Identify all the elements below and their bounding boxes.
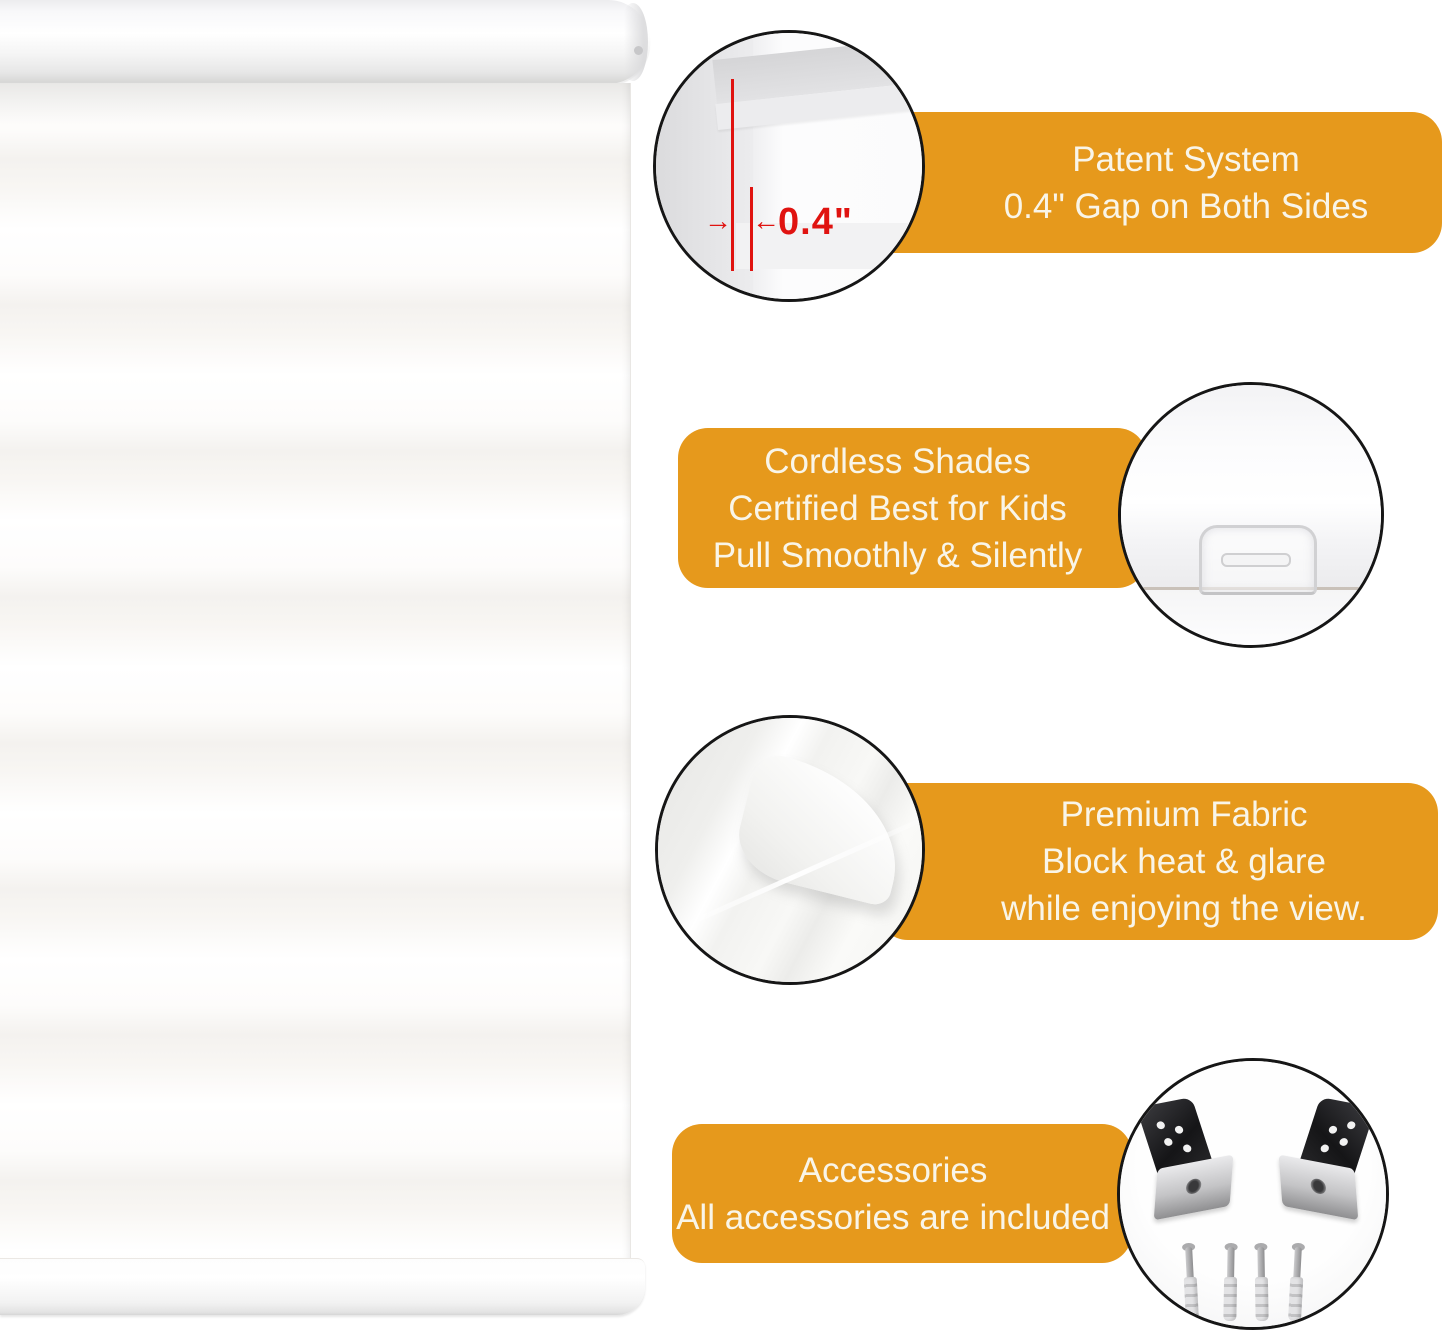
banner-premium-fabric (878, 783, 1438, 940)
handle-detail-photo (1118, 382, 1384, 648)
headrail-end-cap (618, 3, 648, 81)
headrail-cap-detail (634, 46, 643, 55)
bracket-hole (1346, 1121, 1356, 1130)
wall-anchor (1184, 1277, 1199, 1322)
arrow-right-icon: → (704, 205, 732, 236)
callout-text-line: Pull Smoothly & Silently (712, 535, 1083, 575)
bracket-hole (1320, 1144, 1330, 1153)
gap-detail-photo (653, 30, 925, 302)
wall-anchor (1255, 1277, 1269, 1321)
fabric-detail-photo (655, 715, 925, 985)
banner-accessories (672, 1124, 1132, 1263)
callout-text-line: Certified Best for Kids (728, 488, 1067, 528)
screw-and-anchor (1223, 1243, 1237, 1323)
bracket-hole (1182, 1144, 1192, 1153)
bracket-hole (1163, 1137, 1173, 1146)
callout-text-line: Block heat & glare (1041, 842, 1327, 881)
shade-bottom-rail (0, 1258, 645, 1315)
callout-text-line: All accessories are included (676, 1197, 1110, 1237)
bracket-hole (1156, 1121, 1166, 1130)
gap-measurement-label: 0.4" (778, 201, 853, 243)
wall-anchor (1288, 1277, 1303, 1322)
accessories-photo (1117, 1058, 1389, 1330)
screw-and-anchor (1254, 1243, 1268, 1323)
shade-fabric-area (1121, 385, 1381, 503)
shade-fabric (0, 83, 631, 1259)
pull-handle-slot (1221, 553, 1291, 567)
callout-text-line: Cordless Shades (764, 441, 1031, 481)
callout-text-line: Accessories (798, 1150, 988, 1190)
background-area (1121, 590, 1381, 645)
measurement-line (731, 79, 734, 271)
arrow-left-icon: ← (752, 205, 780, 236)
callout-text-line: Premium Fabric (1060, 795, 1308, 834)
wall-anchor (1223, 1277, 1237, 1321)
callout-text-line: while enjoying the view. (1001, 889, 1367, 928)
banner-cordless-shades (678, 428, 1147, 588)
bracket-foot-hole (1185, 1177, 1201, 1195)
bracket-foot-hole (1310, 1177, 1326, 1195)
screw-pin (1257, 1247, 1265, 1281)
callout-text-line: 0.4" Gap on Both Sides (1003, 186, 1369, 226)
bracket-hole (1339, 1137, 1349, 1146)
bracket-hole (1328, 1125, 1338, 1134)
screw-pin (1227, 1247, 1235, 1281)
callout-text-line: Patent System (1072, 139, 1300, 179)
shade-headrail (0, 0, 650, 84)
bracket-hole (1174, 1125, 1184, 1134)
